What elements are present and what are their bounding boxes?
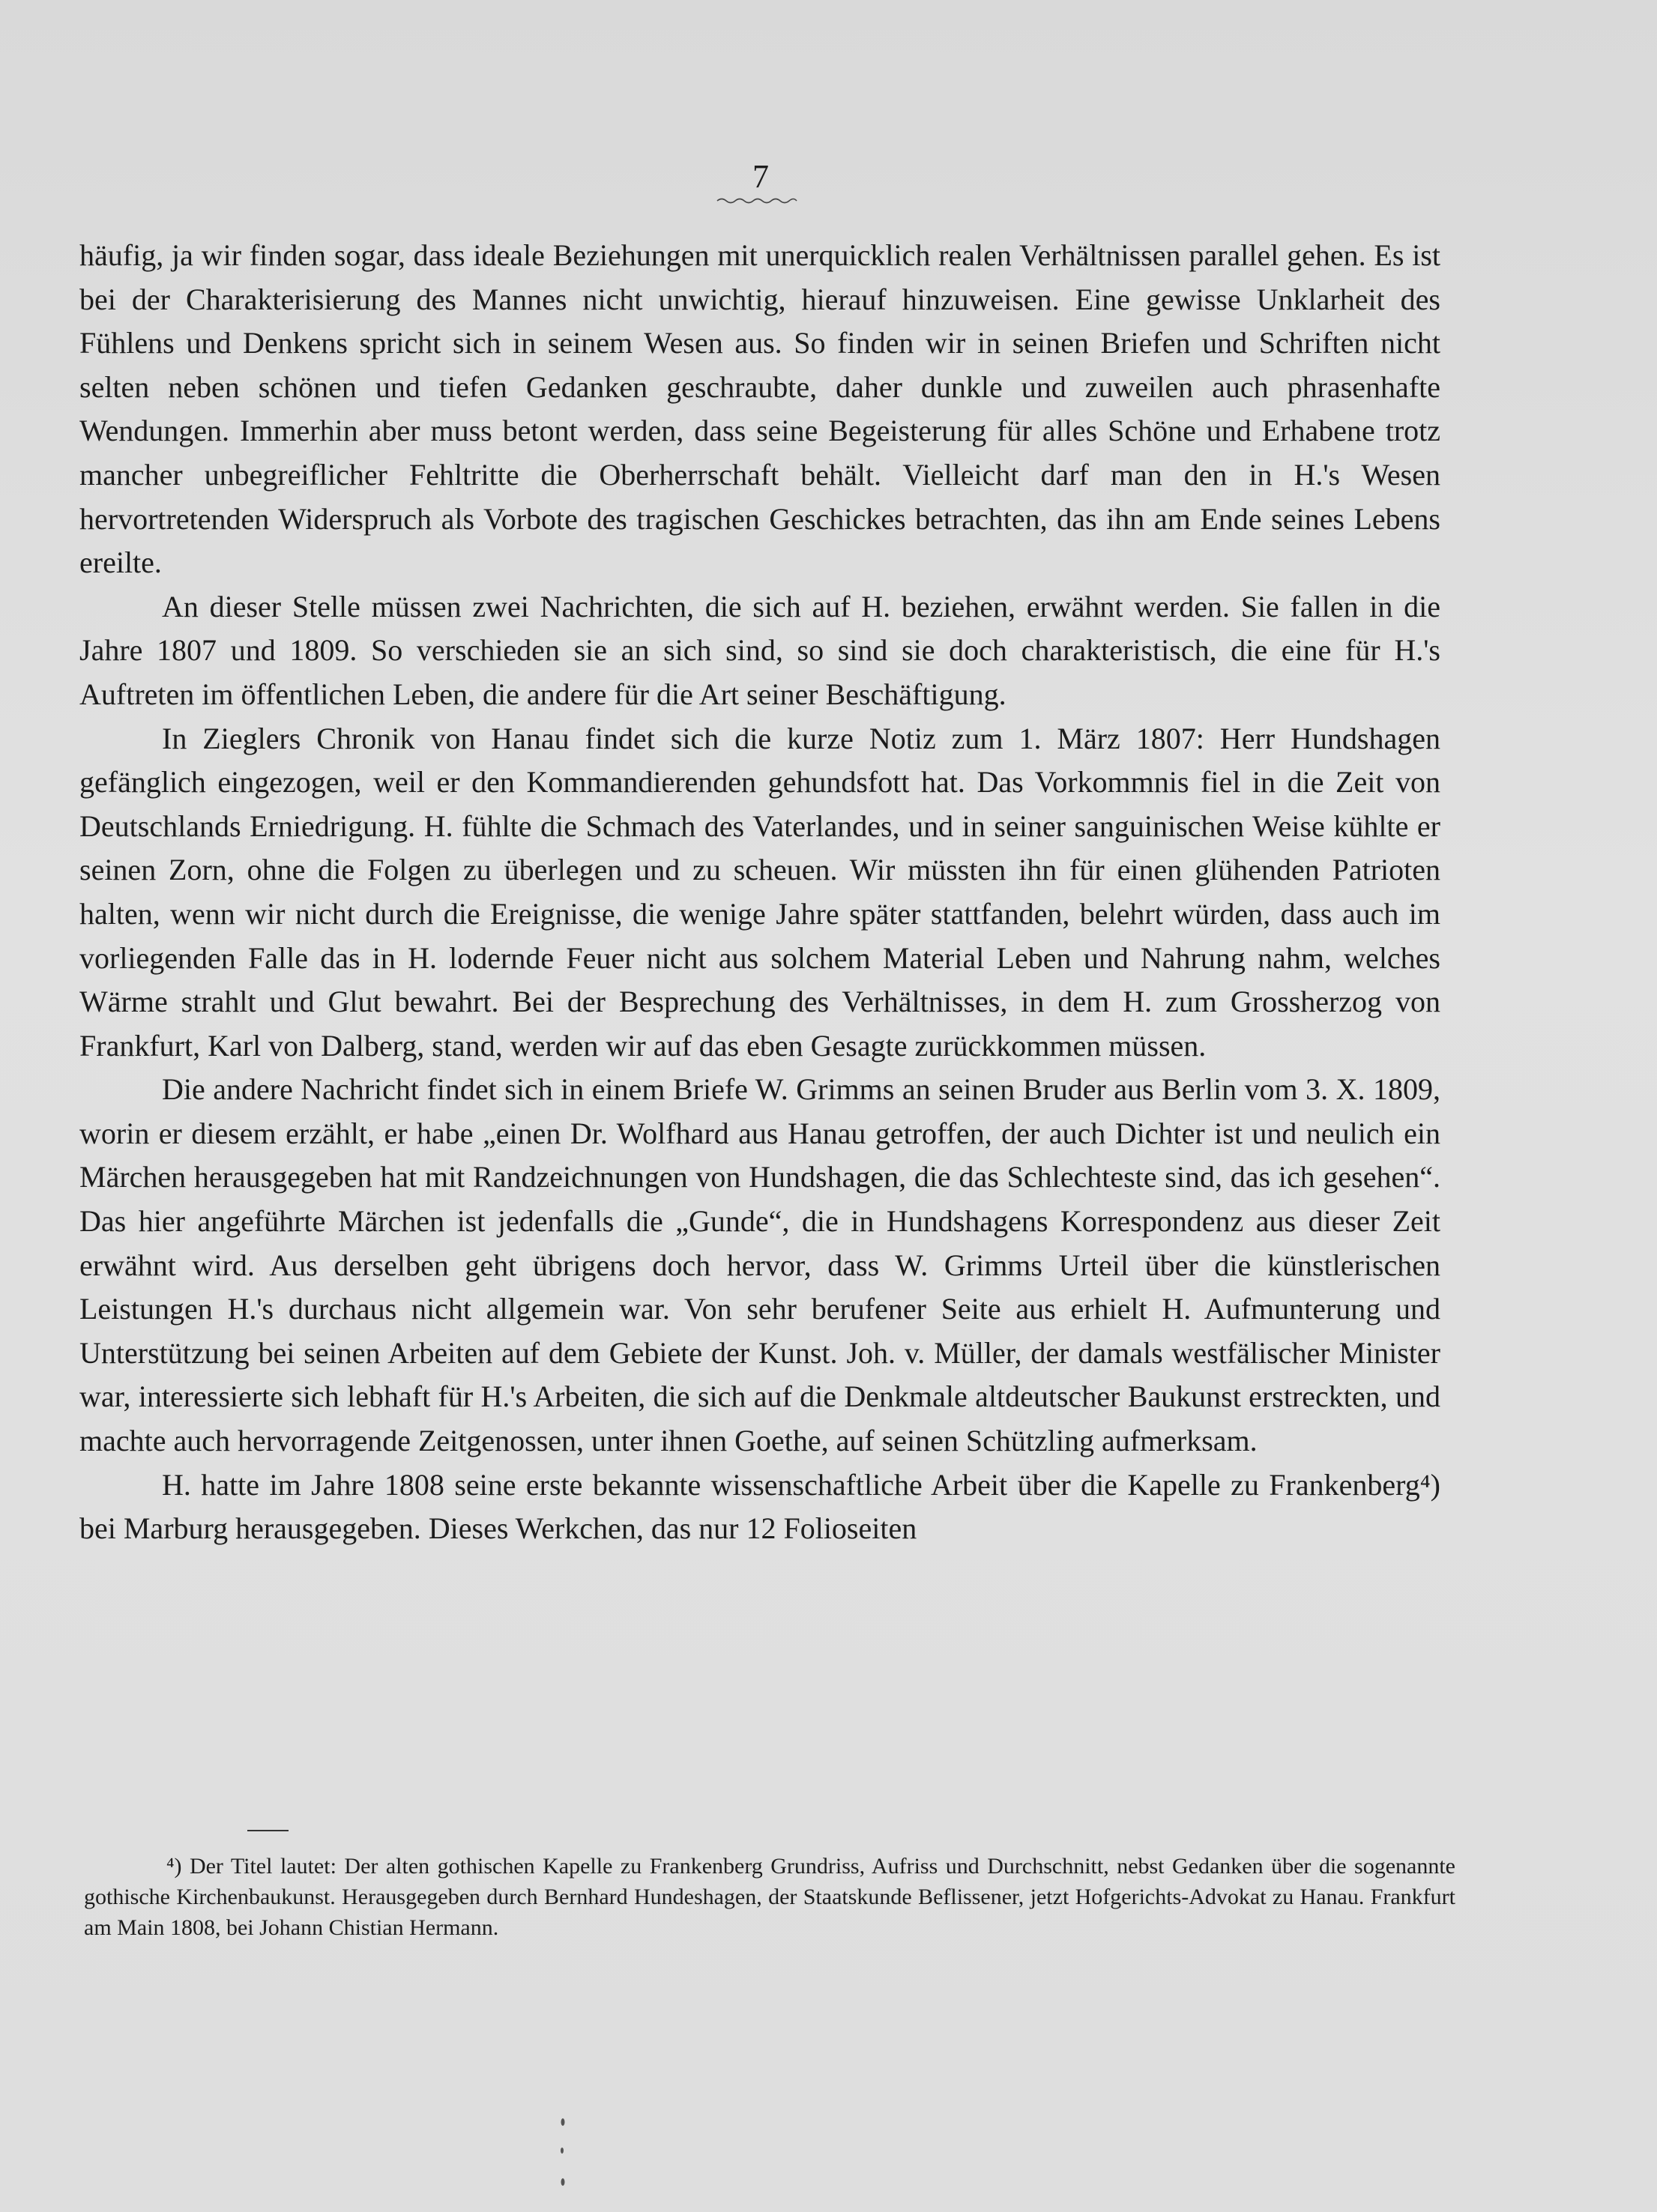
paragraph: An dieser Stelle müssen zwei Nachrichten, die sich auf H. beziehen, erwähnt werden. Sie fallen in die Jahre 1807 und 1809. So verschieden sie an sich sind, so sind sie doch charakteristisch, die eine für H.'s Auftreten im öffentlichen Leben, die andere für die Art seiner Beschäftigung. (79, 589, 1440, 711)
paragraph: häufig, ja wir finden sogar, dass ideale Beziehungen mit unerquicklich realen Verhältnissen parallel gehen. Es ist bei der Charakterisierung des Mannes nicht unwichtig, hierauf hinzuweisen. Eine gewisse Unklarheit des Fühlens und Denkens spricht sich in seinem Wesen aus. So finden wir in seinen Briefen und Schriften nicht selten neben schönen und tiefen Gedanken geschraubte, daher dunkle und zuweilen auch phrasenhafte Wendungen. Immerhin aber muss betont werden, dass seine Begeisterung für alles Schöne und Erhabene trotz mancher unbegreiflicher Fehltritte die Oberherrschaft behält. Vielleicht darf man den in H.'s Wesen hervortretenden Widerspruch als Vorbote des tragischen Geschickes betrachten, das ihn am Ende seines Lebens ereilte. (79, 238, 1440, 580)
paragraph: H. hatte im Jahre 1808 seine erste bekannte wissenschaftliche Arbeit über die Kapelle zu Frankenberg⁴) bei Marburg herausgegeben. Dieses Werkchen, das nur 12 Folioseiten (79, 1467, 1440, 1546)
footnote-divider (247, 1830, 289, 1831)
footnotes (84, 1851, 1455, 1943)
body-text (79, 234, 1440, 1551)
page-number: 7 (752, 158, 769, 195)
footnote: ⁴) Der Titel lautet: Der alten gothischen Kapelle zu Frankenberg Grundriss, Aufriss und Durchschnitt, nebst Gedanken über die sogenannte gothische Kirchenbaukunst. Herausgegeben durch Bernhard Hundeshagen, der Staatskunde Beflissener, jetzt Hofgerichts-Advokat zu Hanau. Frankfurt am Main 1808, bei Johann Chistian Hermann. (84, 1854, 1455, 1940)
paragraph: In Zieglers Chronik von Hanau findet sich die kurze Notiz zum 1. März 1807: Herr Hundshagen gefänglich eingezogen, weil er den Kommandierenden gehundsfott hat. Das Vorkommnis fiel in die Zeit von Deutschlands Erniedrigung. H. fühlte die Schmach des Vaterlandes, und in seiner sanguinischen Weise kühlte er seinen Zorn, ohne die Folgen zu überlegen und zu scheuen. Wir müssten ihn für einen glühenden Patrioten halten, wenn wir nicht durch die Ereignisse, die wenige Jahre später stattfanden, belehrt würden, dass auch im vorliegenden Falle das in H. lodernde Feuer nicht aus solchem Material Leben und Nahrung nahm, welches Wärme strahlt und Glut bewahrt. Bei der Besprechung des Verhältnisses, in dem H. zum Grossherzog von Frankfurt, Karl von Dalberg, stand, werden wir auf das eben Gesagte zurückkommen müssen. (79, 721, 1440, 1063)
page-number-flourish (716, 196, 798, 205)
paragraph: Die andere Nachricht findet sich in einem Briefe W. Grimms an seinen Bruder aus Berlin vom 3. X. 1809, worin er diesem erzählt, er habe „einen Dr. Wolfhard aus Hanau getroffen, der auch Dichter ist und neulich ein Märchen herausgegeben hat mit Randzeichnungen von Hundshagen, die das Schlechteste sind, das ich gesehen“. Das hier angeführte Märchen ist jedenfalls die „Gunde“, die in Hundshagens Korrespondenz aus dieser Zeit erwähnt wird. Aus derselben geht übrigens doch hervor, dass W. Grimms Urteil über die künstlerischen Leistungen H.'s durchaus nicht allgemein war. Von sehr berufener Seite aus erhielt H. Aufmunterung und Unterstützung bei seinen Arbeiten auf dem Gebiete der Kunst. Joh. v. Müller, der damals westfälischer Minister war, interessierte sich lebhaft für H.'s Arbeiten, die sich auf die Denkmale altdeutscher Baukunst erstreckten, und machte auch hervorragende Zeitgenossen, unter ihnen Goethe, auf seinen Schützling aufmerksam. (79, 1072, 1440, 1458)
print-specks (558, 2113, 567, 2203)
